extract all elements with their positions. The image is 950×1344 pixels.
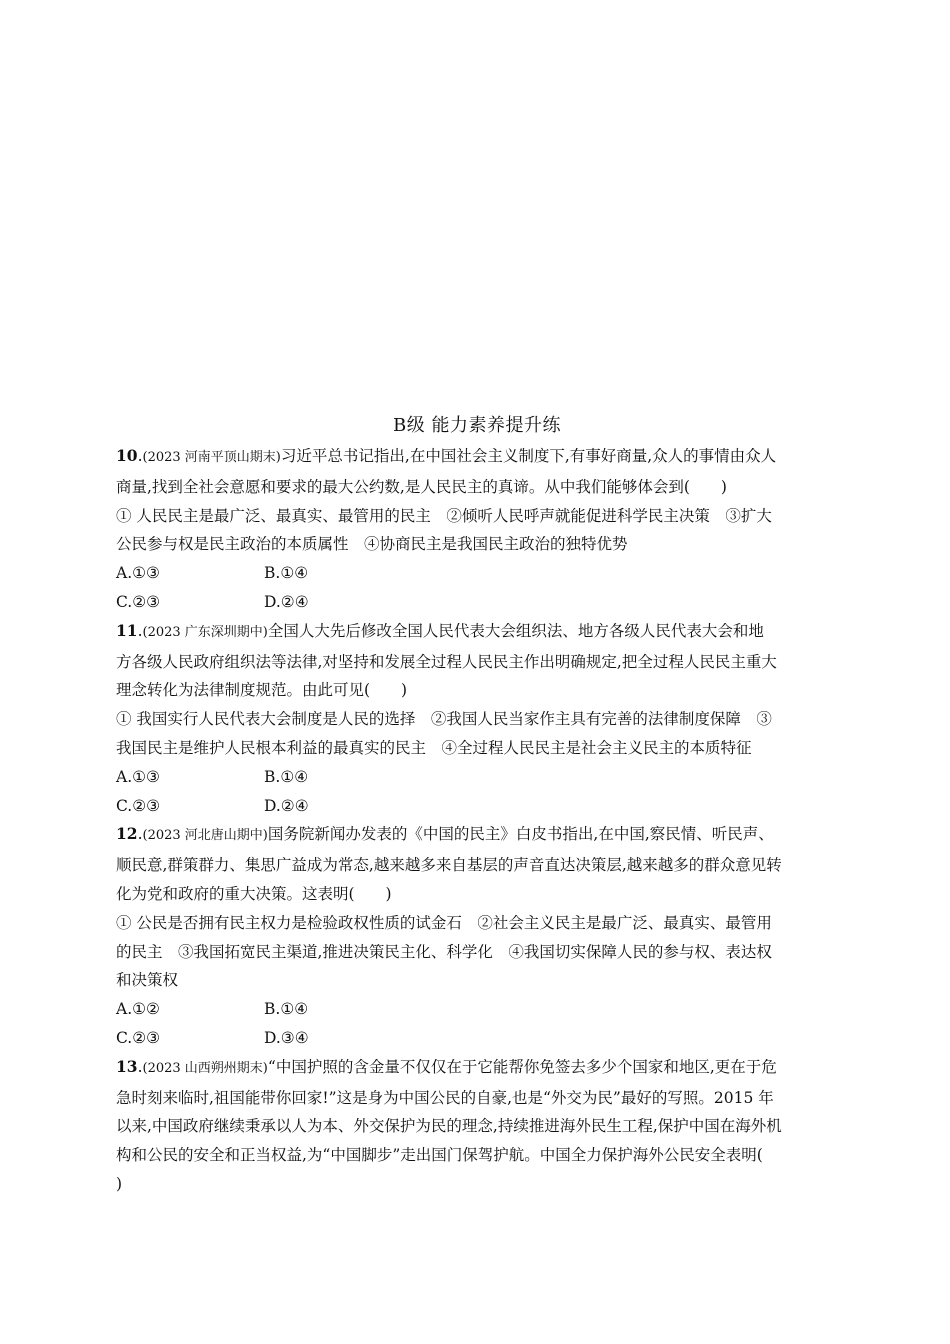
- option-a[interactable]: A.①③: [116, 767, 160, 786]
- stem-text: 国务院新闻办发表的《中国的民主》白皮书指出,在中国,察民情、听民声、: [267, 825, 774, 844]
- option-b[interactable]: B.①④: [264, 564, 309, 583]
- options-row: [116, 792, 838, 821]
- options-row: [116, 559, 838, 588]
- question-13: [116, 1053, 838, 1199]
- statement-line: ① 公民是否拥有民主权力是检验政权性质的试金石 ②社会主义民主是最广泛、最真实、最管用: [116, 913, 772, 932]
- statement-line: 公民参与权是民主政治的本质属性 ④协商民主是我国民主政治的独特优势: [116, 535, 628, 554]
- options-row: [116, 588, 838, 617]
- question-stem-line: 12.(2023 河北唐山期中)国务院新闻办发表的《中国的民主》白皮书指出,在中国,察民情、听民声、: [116, 824, 774, 844]
- statement-line: 我国民主是维护人民根本利益的最真实的民主 ④全过程人民民主是社会主义民主的本质特征: [116, 738, 752, 757]
- statement-line: 的民主 ③我国拓宽民主渠道,推进决策民主化、科学化 ④我国切实保障人民的参与权、表达权: [116, 942, 772, 961]
- option-a[interactable]: A.①②: [116, 1000, 160, 1019]
- question-stem-line: 方各级人民政府组织法等法律,对坚持和发展全过程人民民主作出明确规定,把全过程人民民主重大: [116, 652, 777, 671]
- question-stem-line: 10.(2023 河南平顶山期末)习近平总书记指出,在中国社会主义制度下,有事好商量,众人的事情由众人: [116, 446, 777, 465]
- statement-line: ① 我国实行人民代表大会制度是人民的选择 ②我国人民当家作主具有完善的法律制度保障 ③: [116, 710, 772, 729]
- section-title: B级 能力素养提升练: [393, 415, 561, 436]
- question-12: [116, 820, 838, 1052]
- stem-text: 全国人大先后修改全国人民代表大会组织法、地方各级人民代表大会和地: [267, 621, 764, 640]
- question-source: (2023 广东深圳期中): [142, 624, 268, 640]
- option-a[interactable]: A.①③: [116, 564, 160, 583]
- option-c[interactable]: C.②③: [116, 1028, 161, 1047]
- question-stem-line: 13.(2023 山西朔州期末)“中国护照的含金量不仅仅在于它能帮你免签去多少个国家和地区,更在于危: [116, 1056, 777, 1076]
- question-stem-line: ): [116, 1174, 123, 1193]
- statement-line: ① 人民民主是最广泛、最真实、最管用的民主 ②倾听人民呼声就能促进科学民主决策 ③扩大: [116, 506, 772, 525]
- question-stem-line: 11.(2023 广东深圳期中)全国人大先后修改全国人民代表大会组织法、地方各级人民代表大会和地: [116, 620, 764, 640]
- options-row: [116, 763, 838, 792]
- question-stem-line: 顺民意,群策群力、集思广益成为常态,越来越多来自基层的声音直达决策层,越来越多的群众意见转: [116, 856, 782, 875]
- document-page: [116, 412, 838, 1199]
- option-c[interactable]: C.②③: [116, 592, 161, 611]
- question-number: 13: [116, 1056, 138, 1076]
- question-stem-line: 构和公民的安全和正当权益,为“中国脚步”走出国门保驾护航。中国全力保护海外公民安全表明(: [116, 1146, 763, 1165]
- question-number: 11: [116, 620, 138, 640]
- option-d[interactable]: D.②④: [264, 796, 309, 815]
- question-10: [116, 442, 838, 617]
- question-source: (2023 山西朔州期末): [142, 1060, 268, 1076]
- question-source: (2023 河南平顶山期末): [142, 450, 281, 465]
- stem-text: “中国护照的含金量不仅仅在于它能帮你免签去多少个国家和地区,更在于危: [267, 1057, 777, 1076]
- options-row: [116, 995, 838, 1024]
- question-number: 10: [116, 446, 138, 465]
- question-stem-line: 以来,中国政府继续秉承以人为本、外交保护为民的理念,持续推进海外民生工程,保护中国在海外机: [116, 1117, 782, 1136]
- question-stem-line: 理念转化为法律制度规范。由此可见( ): [116, 681, 408, 700]
- stem-text: 习近平总书记指出,在中国社会主义制度下,有事好商量,众人的事情由众人: [280, 447, 777, 465]
- question-11: [116, 617, 838, 821]
- question-stem-line: 商量,找到全社会意愿和要求的最大公约数,是人民民主的真谛。从中我们能够体会到( ): [116, 477, 727, 496]
- question-number: 12: [116, 824, 138, 844]
- option-b[interactable]: B.①④: [264, 1000, 309, 1019]
- options-row: [116, 1024, 838, 1053]
- option-d[interactable]: D.②④: [264, 592, 309, 611]
- question-source: (2023 河北唐山期中): [142, 828, 268, 844]
- question-stem-line: 急时刻来临时,祖国能带你回家!”这是身为中国公民的自豪,也是“外交为民”最好的写照。2015 年: [116, 1088, 774, 1107]
- statement-line: 和决策权: [116, 971, 179, 990]
- option-b[interactable]: B.①④: [264, 767, 309, 786]
- question-stem-line: 化为党和政府的重大决策。这表明( ): [116, 884, 392, 903]
- option-c[interactable]: C.②③: [116, 796, 161, 815]
- option-d[interactable]: D.③④: [264, 1028, 309, 1047]
